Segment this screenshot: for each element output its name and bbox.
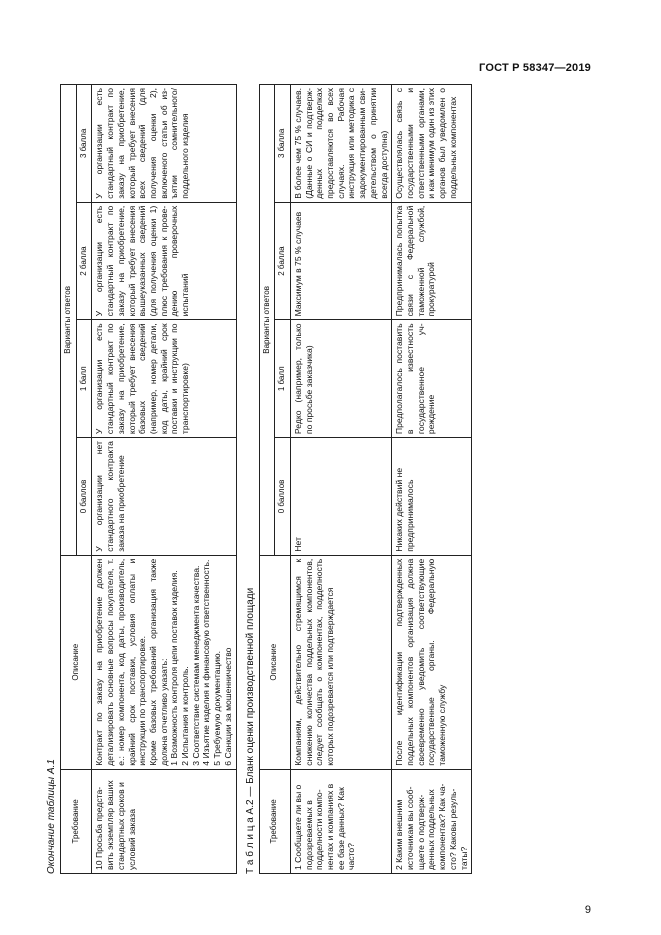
table2-col-requirement: Требование — [259, 769, 290, 873]
score-3-cell: Осуществлялась связь с государственными и ответственными органами, и как минимум один из этих органов был уведомлен о поддельных компонентах — [392, 85, 472, 203]
table2-col-score-1: 1 балл — [275, 320, 291, 438]
requirement-cell: 10 Просьба представить экземпляр ваших стандартных сроков и условий заказа — [92, 769, 236, 873]
table2-col-variants: Варианты ответов — [259, 85, 275, 556]
table2-col-score-2: 2 балла — [275, 202, 291, 320]
score-3-cell: У организации есть стандартный контракт по заказу на приобретение, который требует внесения всех сведений (для получения оценки 2), включеного статьи об изъятии сомнительного/ поддельного изделия — [92, 85, 236, 203]
score-2-cell: Предпринималась попытка связи с Федеральной таможенной службой, прокуратурой — [392, 202, 472, 320]
score-2-cell: Максимум в 75 % случаев — [290, 202, 391, 320]
score-1-cell: Редко (например, только по просьбе заказчика) — [290, 320, 391, 438]
table-a1-end — [60, 84, 237, 874]
standard-number: ГОСТ Р 58347—2019 — [479, 62, 591, 74]
score-0-cell: Никаких действий не предпринималось — [392, 438, 472, 556]
score-3-cell: В более чем 75 % случаев. (Данные о СИ и подтвержденных подделках предоставляются во всех случаях. Рабочая инструкция или методика с задокументированным свидетельством о принятии всегда доступна) — [290, 85, 391, 203]
score-1-cell: Предполагалось поставить в известность государственное учреждение — [392, 320, 472, 438]
table-row — [92, 85, 236, 874]
score-1-cell: У организации есть стандартный контракт по заказу на приобретение, который требует внесения базовых сведений (например, номер детали, код даты, крайний срок поставки и инструкции по транспортировке) — [92, 320, 236, 438]
description-cell: Компаниям, действительно стремящимся к снижению количества поддельных компонентов, следует сообщать о компонентах, подделность которых подозревается или подтверждается — [290, 555, 391, 769]
table1-header-row — [61, 85, 77, 874]
table1-col-description: Описание — [61, 555, 92, 769]
description-cell: Контракт по заказу на приобретение должен детализировать основные вопросы покупателя, т. е.: номер компонента, код даты, производитель, крайний срок поставки, условия оплаты и инструкции по транспортировке. Кроме базовых требований организация также должна отчетливо указать: 1 Возможность контроля цепи поставок изделия. 2 Испытания и контроль. 3 Соответствие системам менеджмента качества. 4 Изъятие изделия и финансовую ответственность. 5 Требуемую документацию. 6 Санкции за мошенничество — [92, 555, 236, 769]
rotated-content — [44, 84, 614, 874]
table1-col-score-3: 3 балла — [76, 85, 92, 203]
table-row — [290, 85, 391, 874]
page-number: 9 — [584, 904, 591, 916]
score-2-cell: У организации есть стандартный контракт по заказу на приобретение, который требует внесения вышеуказанных сведений (для получения оценки 1) плюс требования к проведению проверочных испытаний — [92, 202, 236, 320]
requirement-cell: 1 Сообщаете ли вы о подозреваемых в подделности компонентах и компаниях в ее базе данных? Как часто? — [290, 769, 391, 873]
description-cell: После идентификации подтвержденных поддельных компонентов организация должна своевременно уведомить соответствующие государственные органы. Федеральную таможенную службу — [392, 555, 472, 769]
table1-col-requirement: Требование — [61, 769, 92, 873]
table2-header-row — [259, 85, 275, 874]
table2-caption: Т а б л и ц а А.2 — Бланк оценки производственной площади — [244, 587, 256, 874]
score-0-cell: Нет — [290, 438, 391, 556]
table-a2 — [259, 84, 473, 874]
table2-col-description: Описание — [259, 555, 290, 769]
table1-col-variants: Варианты ответов — [61, 85, 77, 556]
table1-col-score-0: 0 баллов — [76, 438, 92, 556]
table1-col-score-2: 2 балла — [76, 202, 92, 320]
table2-col-score-0: 0 баллов — [275, 438, 291, 556]
table1-col-score-1: 1 балл — [76, 320, 92, 438]
table1-caption: Окончание таблицы А.1 — [46, 759, 57, 874]
table2-col-score-3: 3 балла — [275, 85, 291, 203]
requirement-cell: 2 Каким внешним источникам вы сообщаете о подтвержденных поддельных компонентах? Как часто? Каковы результаты? — [392, 769, 472, 873]
table-row — [392, 85, 472, 874]
score-0-cell: У организации нет стандартного контракта заказа на приобретение — [92, 438, 236, 556]
